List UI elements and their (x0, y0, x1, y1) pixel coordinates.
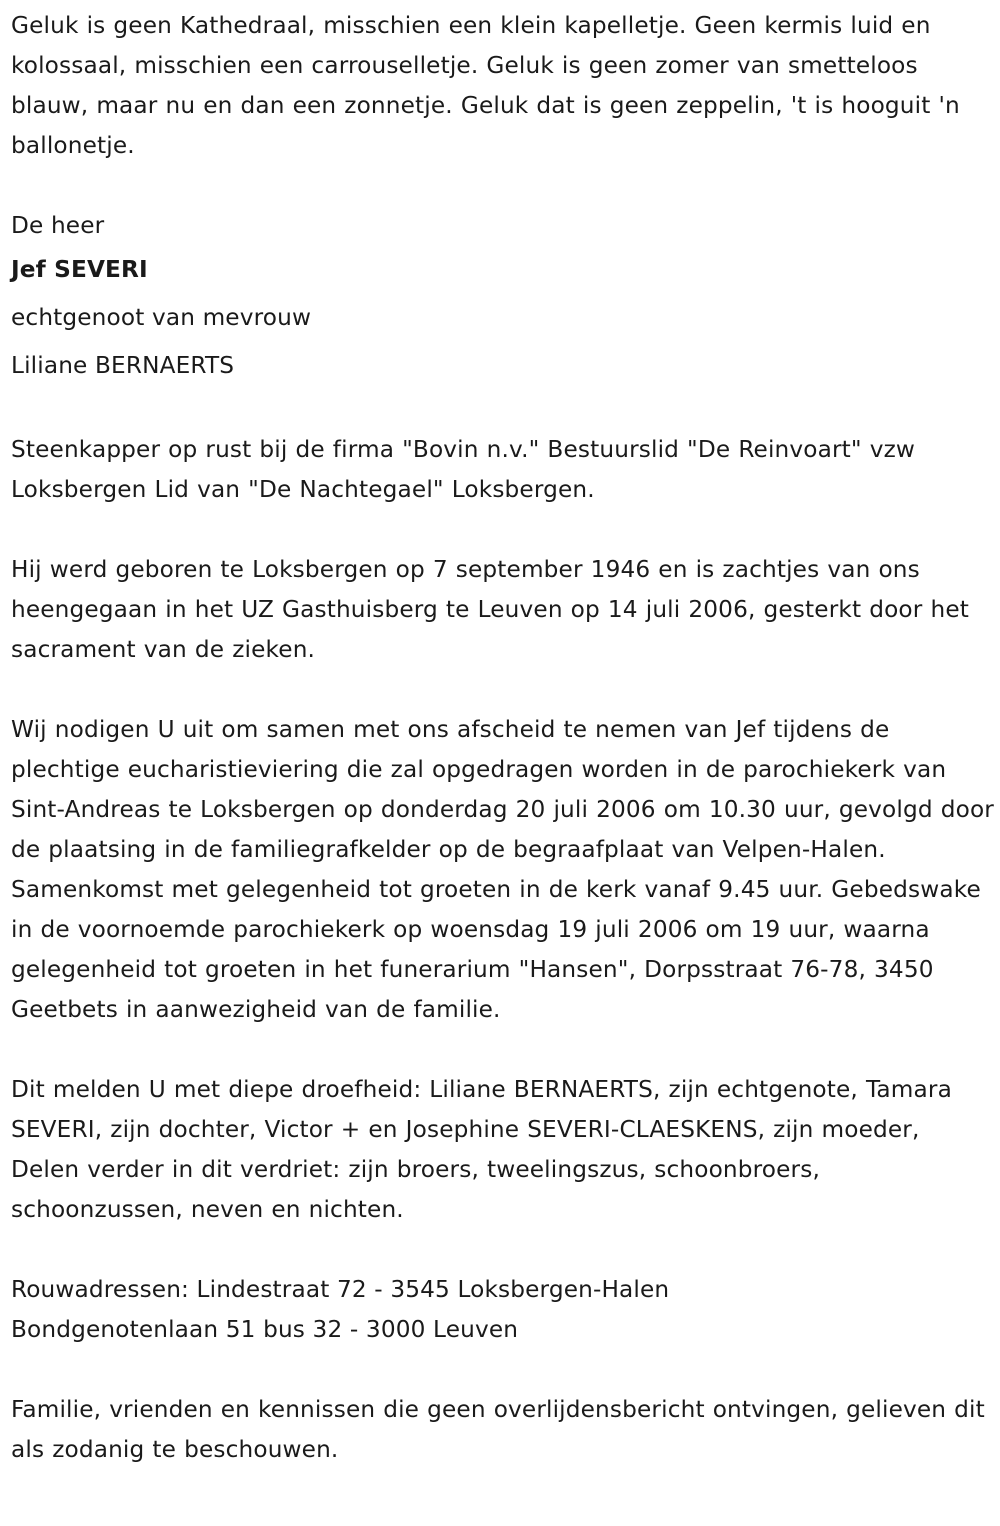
ceremony-paragraph: Wij nodigen U uit om samen met ons afscheid te nemen van Jef tijdens de plechtige eucharistieviering die zal opgedragen worden in de parochiekerk van Sint-Andreas te Loksbergen op donderdag 20 juli 2006 om 10.30 uur, gevolgd door de plaatsing in de familiegrafkelder op de begraafplaat van Velpen-Halen. Samenkomst met gelegenheid tot groeten in de kerk vanaf 9.45 uur. Gebedswake in de voornoemde parochiekerk op woensdag 19 juli 2006 om 19 uur, waarna gelegenheid tot groeten in het funerarium "Hansen", Dorpsstraat 76-78, 3450 Geetbets in aanwezigheid van de familie. (11, 716, 994, 1023)
announcement-paragraph: Dit melden U met diepe droefheid: Liliane BERNAERTS, zijn echtgenote, Tamara SEVERI, zijn dochter, Victor + en Josephine SEVERI-CLAESKENS, zijn moeder, Delen verder in dit verdriet: zijn broers, tweelingszus, schoonbroers, schoonzussen, neven en nichten. (11, 1076, 952, 1223)
occupation-paragraph: Steenkapper op rust bij de firma "Bovin n.v." Bestuurslid "De Reinvoart" vzw Loksbergen Lid van "De Nachtegael" Loksbergen. (11, 436, 916, 503)
address-line-1: Rouwadressen: Lindestraat 72 - 3545 Loksbergen-Halen (11, 1276, 670, 1303)
spacer (11, 1030, 995, 1070)
spouse-name: Liliane BERNAERTS (11, 352, 235, 379)
poem-paragraph: Geluk is geen Kathedraal, misschien een klein kapelletje. Geen kermis luid en kolossaal, misschien een carrouselletje. Geluk is geen zomer van smetteloos blauw, maar nu en dan een zonnetje. Geluk dat is geen zeppelin, 't is hooguit 'n ballonetje. (11, 12, 960, 159)
spacer (11, 510, 995, 550)
salutation: De heer (11, 212, 105, 239)
address-line-2: Bondgenotenlaan 51 bus 32 - 3000 Leuven (11, 1316, 519, 1343)
obituary-document (11, 6, 995, 1470)
closing-paragraph: Familie, vrienden en kennissen die geen overlijdensbericht ontvingen, gelieven dit als zodanig te beschouwen. (11, 1396, 985, 1463)
spacer (11, 670, 995, 710)
deceased-name: Jef SEVERI (11, 256, 148, 283)
spacer (11, 166, 995, 206)
spacer (11, 1350, 995, 1390)
spouse-intro: echtgenoot van mevrouw (11, 304, 312, 331)
deceased-block (11, 206, 995, 390)
addresses-block (11, 1270, 995, 1350)
spacer (11, 1230, 995, 1270)
birth-death-paragraph: Hij werd geboren te Loksbergen op 7 september 1946 en is zachtjes van ons heengegaan in het UZ Gasthuisberg te Leuven op 14 juli 2006, gesterkt door het sacrament van de zieken. (11, 556, 969, 663)
spacer (11, 390, 995, 430)
